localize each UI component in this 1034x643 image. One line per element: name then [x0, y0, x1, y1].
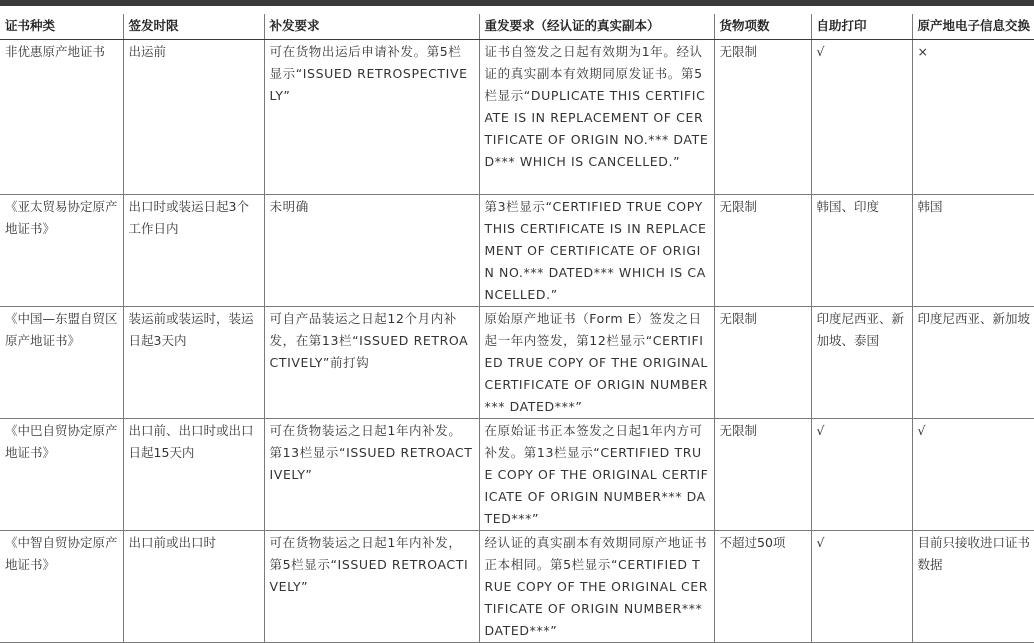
cell-e-exchange: √	[912, 419, 1034, 531]
cell-self-print: 印度尼西亚、新加坡、泰国	[811, 307, 912, 419]
cell-reissue: 可在货物装运之日起1年内补发。第13栏显示“ISSUED RETROACTIVELY”	[264, 419, 479, 531]
cell-e-exchange: ×	[912, 40, 1034, 195]
header-row	[0, 14, 1034, 40]
cell-reissue: 可在货物出运后申请补发。第5栏显示“ISSUED RETROSPECTIVELY”	[264, 40, 479, 195]
cell-duplicate: 在原始证书正本签发之日起1年内方可补发。第13栏显示“CERTIFIED TRUE COPY OF THE ORIGINAL CERTIFICATE OF ORIGIN NUMBER*** DATED***”	[479, 419, 714, 531]
table-row	[0, 195, 1034, 307]
table-row	[0, 531, 1034, 643]
cell-issue-limit: 出运前	[123, 40, 264, 195]
cell-self-print: √	[811, 419, 912, 531]
cell-issue-limit: 出口前或出口时	[123, 531, 264, 643]
cell-issue-limit: 出口前、出口时或出口日起15天内	[123, 419, 264, 531]
cell-self-print: 韩国、印度	[811, 195, 912, 307]
header-reissue: 补发要求	[264, 14, 479, 40]
table-row	[0, 40, 1034, 195]
cell-reissue: 未明确	[264, 195, 479, 307]
cell-e-exchange: 目前只接收进口证书数据	[912, 531, 1034, 643]
cell-certificate-type: 《中智自贸协定原产地证书》	[0, 531, 123, 643]
table-row	[0, 419, 1034, 531]
cell-certificate-type: 非优惠原产地证书	[0, 40, 123, 195]
top-rule	[0, 0, 1034, 6]
cell-e-exchange: 韩国	[912, 195, 1034, 307]
cell-duplicate: 经认证的真实副本有效期同原产地证书正本相同。第5栏显示“CERTIFIED TRUE COPY OF THE ORIGINAL CERTIFICATE OF ORIGIN NUMBER*** DATED***”	[479, 531, 714, 643]
cell-item-count: 无限制	[714, 195, 811, 307]
cell-duplicate: 第3栏显示“CERTIFIED TRUE COPY THIS CERTIFICATE IS IN REPLACEMENT OF CERTIFICATE OF ORIGIN NO.*** DATED*** WHICH IS CANCELLED.”	[479, 195, 714, 307]
cell-certificate-type: 《中巴自贸协定原产地证书》	[0, 419, 123, 531]
cell-e-exchange: 印度尼西亚、新加坡	[912, 307, 1034, 419]
cell-duplicate: 证书自签发之日起有效期为1年。经认证的真实副本有效期同原发证书。第5栏显示“DUPLICATE THIS CERTIFICATE IS IN REPLACEMENT OF CERTIFICATE OF ORIGIN NO.*** DATED*** WHICH IS CANCELLED.”	[479, 40, 714, 195]
cell-self-print: √	[811, 40, 912, 195]
cell-certificate-type: 《中国—东盟自贸区原产地证书》	[0, 307, 123, 419]
header-self-print: 自助打印	[811, 14, 912, 40]
cell-certificate-type: 《亚太贸易协定原产地证书》	[0, 195, 123, 307]
cell-self-print: √	[811, 531, 912, 643]
cell-duplicate: 原始原产地证书（Form E）签发之日起一年内签发，第12栏显示“CERTIFIED TRUE COPY OF THE ORIGINAL CERTIFICATE OF ORIGIN NUMBER*** DATED***”	[479, 307, 714, 419]
header-issue-limit: 签发时限	[123, 14, 264, 40]
cell-reissue: 可自产品装运之日起12个月内补发，在第13栏“ISSUED RETROACTIVELY”前打钩	[264, 307, 479, 419]
cell-item-count: 不超过50项	[714, 531, 811, 643]
cell-item-count: 无限制	[714, 40, 811, 195]
cell-item-count: 无限制	[714, 419, 811, 531]
cell-reissue: 可在货物装运之日起1年内补发，第5栏显示“ISSUED RETROACTIVELY”	[264, 531, 479, 643]
header-item-count: 货物项数	[714, 14, 811, 40]
header-e-exchange: 原产地电子信息交换	[912, 14, 1034, 40]
cell-item-count: 无限制	[714, 307, 811, 419]
certificate-comparison-table	[0, 14, 1034, 643]
table-row	[0, 307, 1034, 419]
cell-issue-limit: 出口时或装运日起3个工作日内	[123, 195, 264, 307]
header-certificate-type: 证书种类	[0, 14, 123, 40]
header-duplicate: 重发要求（经认证的真实副本）	[479, 14, 714, 40]
cell-issue-limit: 装运前或装运时，装运日起3天内	[123, 307, 264, 419]
